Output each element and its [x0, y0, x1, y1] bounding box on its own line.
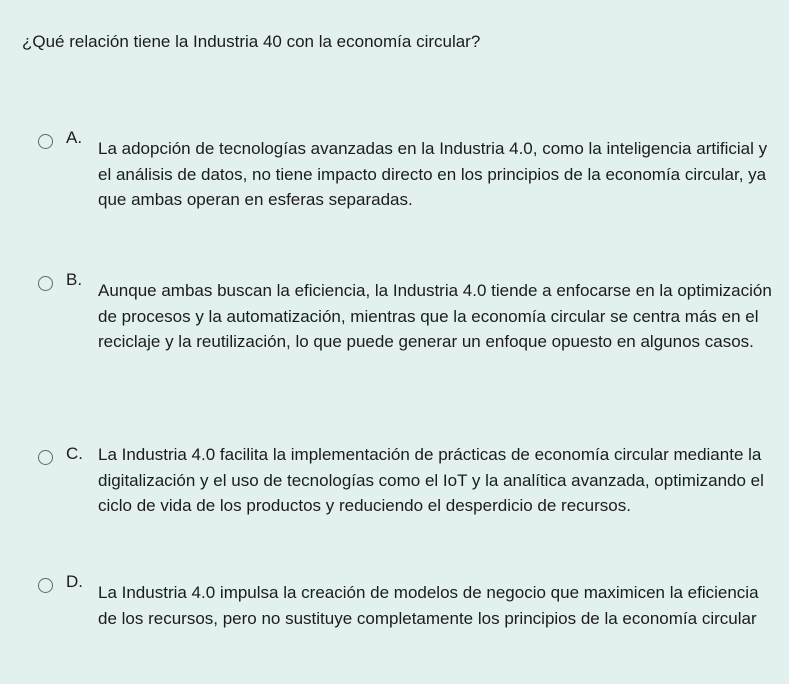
- radio-button-b[interactable]: [38, 276, 53, 291]
- option-c-letter: C.: [66, 444, 83, 463]
- radio-button-c[interactable]: [38, 450, 53, 465]
- option-d-text[interactable]: La Industria 4.0 impulsa la creación de modelos de negocio que maximicen la eficiencia de los recursos, pero no sustituye completamente los principios de la economía circular: [98, 583, 759, 628]
- option-d-letter: D.: [66, 572, 83, 591]
- option-a-text[interactable]: La adopción de tecnologías avanzadas en la Industria 4.0, como la inteligencia artificial y el análisis de datos, no tiene impacto directo en los principios de la economía circular, ya que ambas operan en esferas separadas.: [98, 139, 768, 209]
- option-c-text[interactable]: La Industria 4.0 facilita la implementación de prácticas de economía circular mediante la digitalización y el uso de tecnologías como el IoT y la analítica avanzada, optimizando el ciclo de vida de los productos y reduciendo el desperdicio de recursos.: [98, 445, 764, 515]
- radio-button-d[interactable]: [38, 578, 53, 593]
- option-b-letter: B.: [66, 270, 83, 289]
- option-a-letter: A.: [66, 128, 83, 147]
- option-b-text[interactable]: Aunque ambas buscan la eficiencia, la Industria 4.0 tiende a enfocarse en la optimización de procesos y la automatización, mientras que la economía circular se centra más en el reciclaje y la reutilización, lo que puede generar un enfoque opuesto en algunos casos.: [98, 281, 772, 351]
- radio-button-a[interactable]: [38, 134, 53, 149]
- question-text: ¿Qué relación tiene la Industria 40 con la economía circular?: [22, 32, 481, 51]
